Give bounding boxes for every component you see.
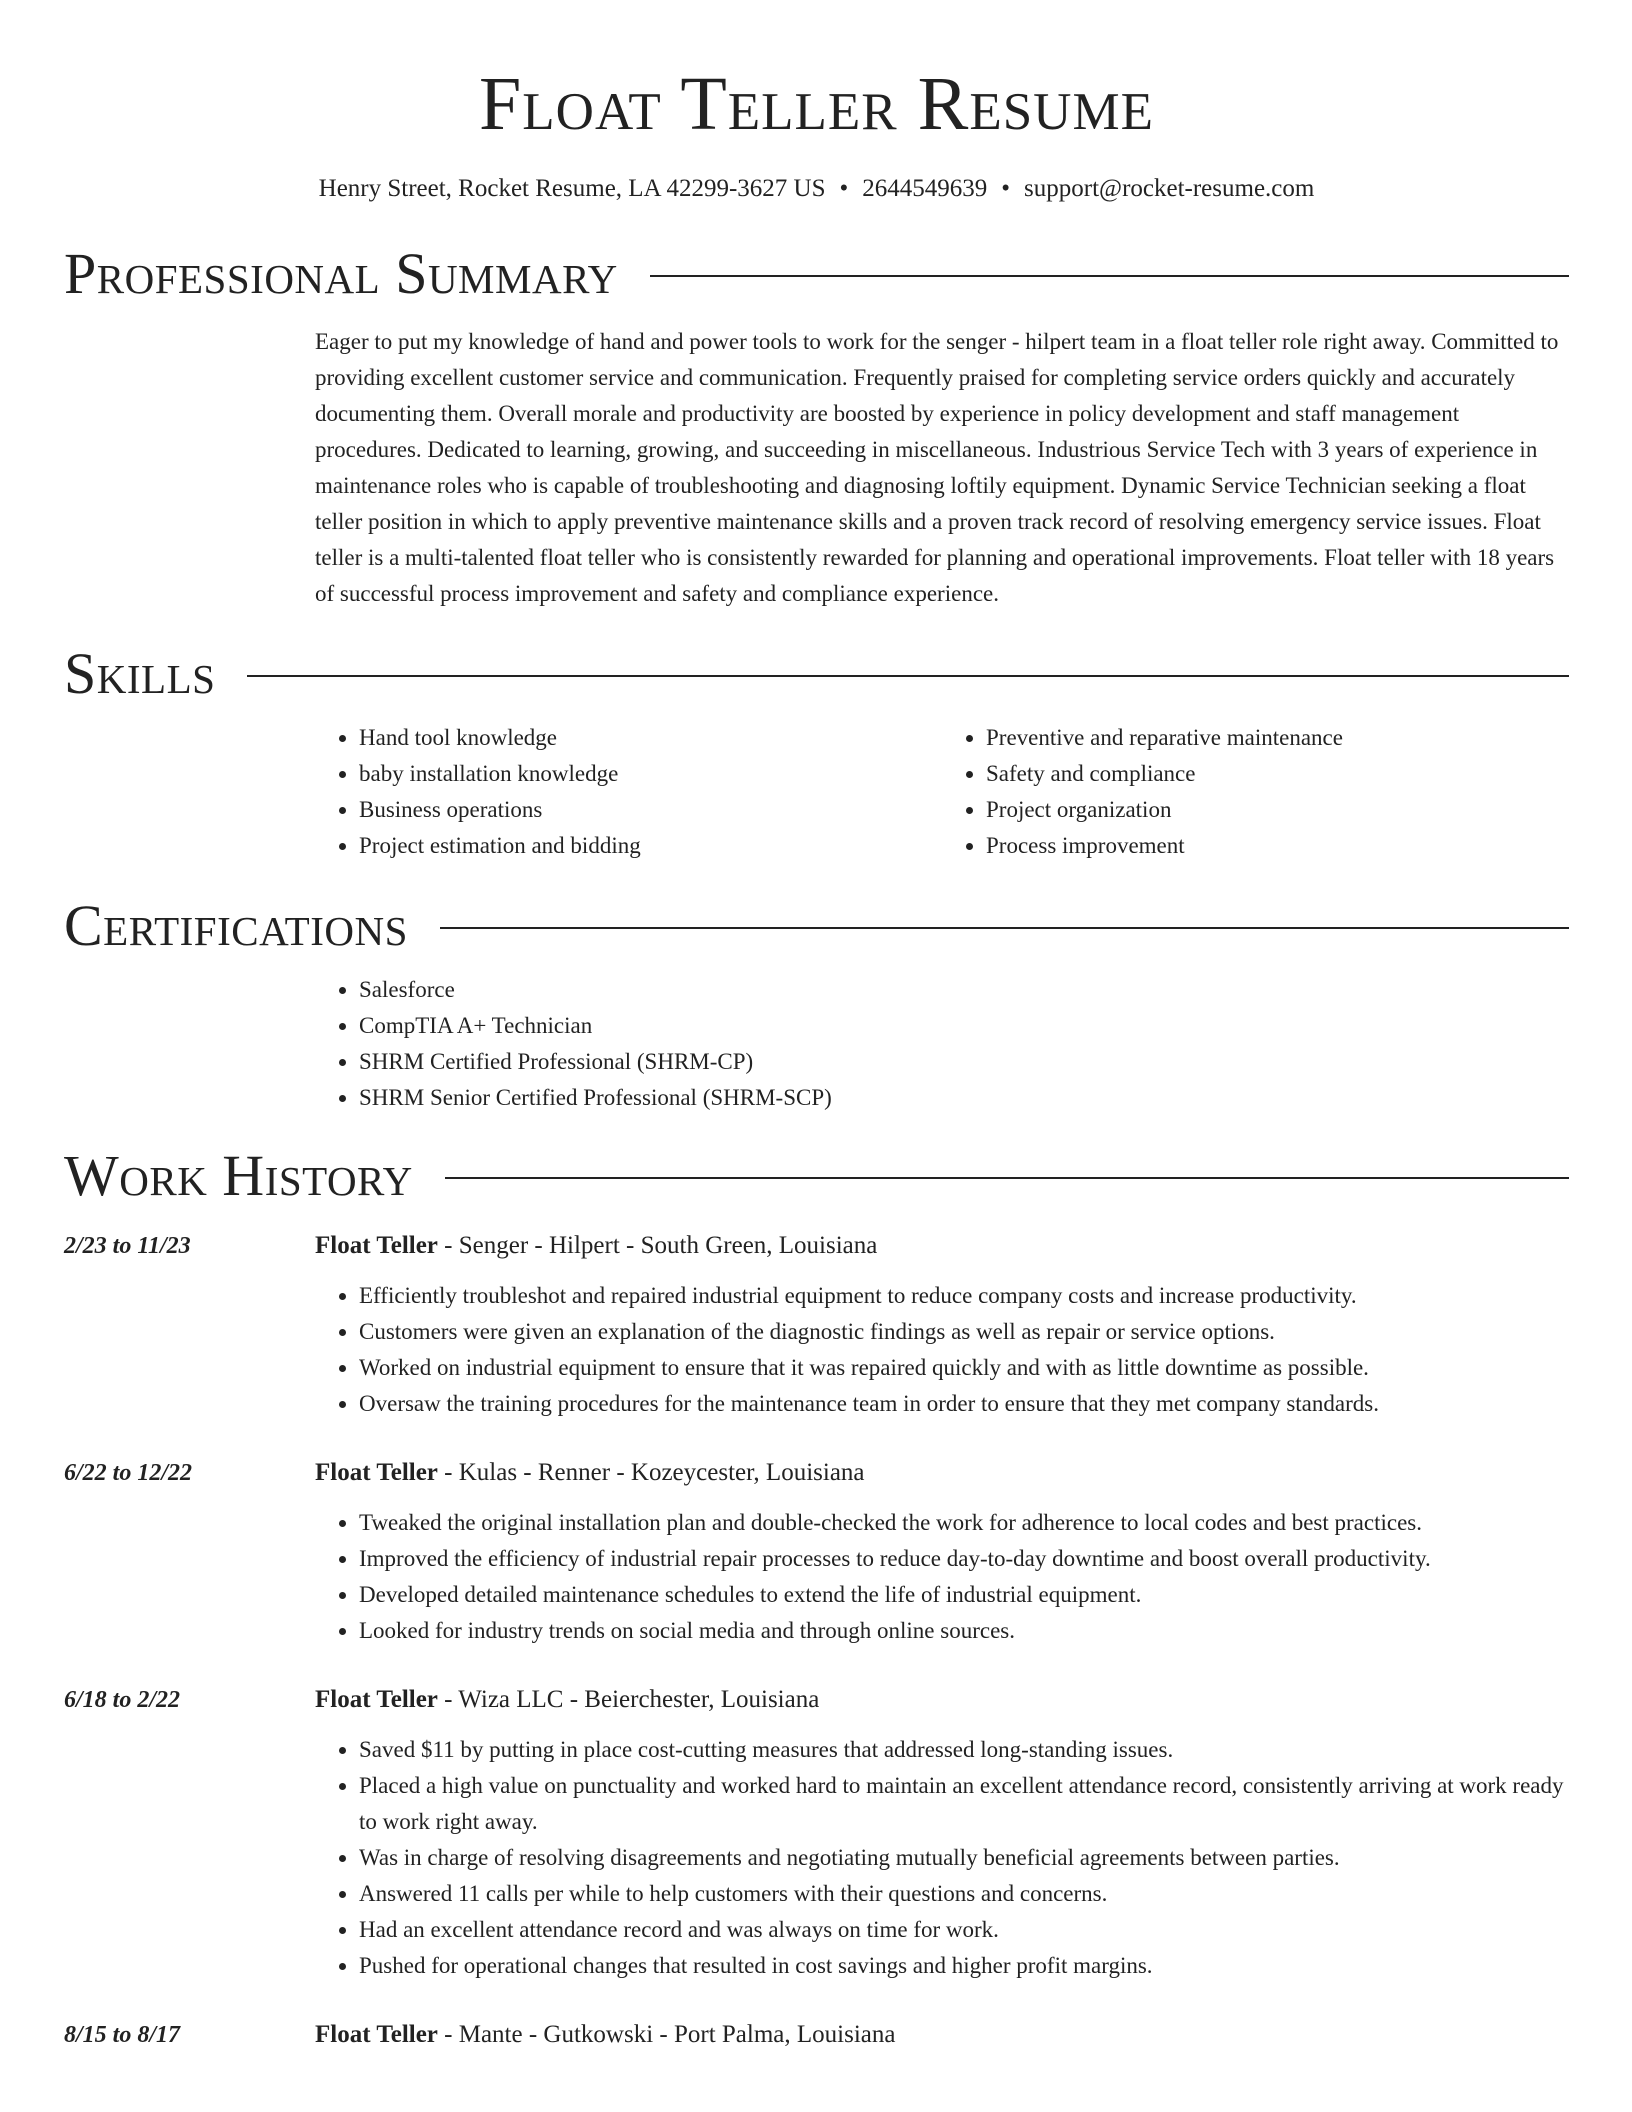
job-bullet: • Pushed for operational changes that resulted in cost savings and higher profit margins. (359, 1948, 1569, 1984)
job-entry (64, 2017, 1569, 2053)
job-bullets (315, 1278, 1569, 1422)
job-bullet: • Worked on industrial equipment to ensure that it was repaired quickly and with as little downtime as possible. (359, 1350, 1569, 1386)
certifications-list (64, 972, 1569, 1116)
job-role: Float Teller (315, 2021, 438, 2048)
skill-item: • Process improvement (986, 828, 1569, 864)
job-bullets (315, 1732, 1569, 1984)
job-employer: - Senger - Hilpert - South Green, Louisiana (437, 1232, 878, 1259)
job-bullet: • Developed detailed maintenance schedules to extend the life of industrial equipment. (359, 1577, 1569, 1613)
section-title-work-history: Work History (64, 1143, 413, 1208)
job-bullet: • Customers were given an explanation of the diagnostic findings as well as repair or service options. (359, 1314, 1569, 1350)
skill-item: • Project estimation and bidding (359, 828, 942, 864)
skills-list (315, 720, 1569, 864)
contact-separator: • (1001, 175, 1011, 202)
job-dates: 2/23 to 11/23 (64, 1233, 191, 1259)
skill-item: • Safety and compliance (986, 756, 1569, 792)
job-role: Float Teller (315, 1459, 438, 1486)
job-employer: - Wiza LLC - Beierchester, Louisiana (437, 1686, 820, 1713)
contact-phone: 2644549639 (862, 175, 988, 202)
section-header-work-history (64, 1144, 1569, 1208)
job-dates: 6/22 to 12/22 (64, 1460, 193, 1486)
certification-item: • Salesforce (359, 972, 1569, 1008)
job-bullet: • Saved $11 by putting in place cost-cutting measures that addressed long-standing issues. (359, 1732, 1569, 1768)
contact-separator: • (839, 175, 849, 202)
job-role: Float Teller (315, 1686, 438, 1713)
job-employer: - Kulas - Renner - Kozeycester, Louisiana (437, 1459, 865, 1486)
skills-column-left (315, 720, 942, 864)
job-bullet: • Improved the efficiency of industrial repair processes to reduce day-to-day downtime and boost overall productivity. (359, 1541, 1569, 1577)
skill-item: • Preventive and reparative maintenance (986, 720, 1569, 756)
certification-item: • SHRM Senior Certified Professional (SHRM-SCP) (359, 1080, 1569, 1116)
skill-item: • baby installation knowledge (359, 756, 942, 792)
job-employer: - Mante - Gutkowski - Port Palma, Louisiana (437, 2021, 896, 2048)
job-role: Float Teller (315, 1232, 438, 1259)
summary-text: Eager to put my knowledge of hand and power tools to work for the senger - hilpert team in a float teller role right away. Committed to providing excellent customer service and communication. Frequently praised for completing service orders quickly and accurately documenting them. Overall morale and productivity are boosted by experience in policy development and staff management procedures. Dedicated to learning, growing, and succeeding in miscellaneous. Industrious Service Tech with 3 years of experience in maintenance roles who is capable of troubleshooting and diagnosing loftily equipment. Dynamic Service Technician seeking a float teller position in which to apply preventive maintenance skills and a proven track record of resolving emergency service issues. Float teller is a multi-talented float teller who is consistently rewarded for planning and operational improvements. Float teller with 18 years of successful process improvement and safety and compliance experience. (315, 329, 1559, 606)
job-entry (64, 1682, 1569, 1984)
job-bullet: • Had an excellent attendance record and was always on time for work. (359, 1912, 1569, 1948)
section-divider (247, 675, 1569, 677)
section-title-summary: Professional Summary (64, 241, 618, 306)
job-heading (315, 1455, 1569, 1491)
job-bullet: • Efficiently troubleshot and repaired industrial equipment to reduce company costs and increase productivity. (359, 1278, 1569, 1314)
contact-address: Henry Street, Rocket Resume, LA 42299-3627 US (318, 175, 826, 202)
job-heading (315, 2017, 1569, 2053)
section-header-certifications (64, 894, 1569, 958)
skill-item: • Project organization (986, 792, 1569, 828)
job-bullets (315, 1505, 1569, 1649)
section-title-certifications: Certifications (64, 893, 408, 958)
job-bullet: • Placed a high value on punctuality and worked hard to maintain an excellent attendance record, consistently arriving at work ready to work right away. (359, 1768, 1569, 1840)
skill-item: • Business operations (359, 792, 942, 828)
job-dates: 6/18 to 2/22 (64, 1687, 181, 1713)
job-bullet: • Was in charge of resolving disagreements and negotiating mutually beneficial agreements between parties. (359, 1840, 1569, 1876)
certification-item: • CompTIA A+ Technician (359, 1008, 1569, 1044)
skill-item: • Hand tool knowledge (359, 720, 942, 756)
section-header-summary (64, 242, 1569, 306)
work-history-list (64, 1228, 1569, 2053)
job-bullet: • Looked for industry trends on social media and through online sources. (359, 1613, 1569, 1649)
job-entry (64, 1455, 1569, 1649)
skills-column-right (942, 720, 1569, 864)
job-dates: 8/15 to 8/17 (64, 2022, 181, 2048)
section-divider (440, 927, 1569, 929)
job-heading (315, 1682, 1569, 1718)
contact-email: support@rocket-resume.com (1024, 175, 1315, 202)
job-bullet: • Oversaw the training procedures for the maintenance team in order to ensure that they met company standards. (359, 1386, 1569, 1422)
section-header-skills (64, 642, 1569, 706)
contact-line (64, 174, 1569, 204)
job-heading (315, 1228, 1569, 1264)
section-divider (445, 1177, 1569, 1179)
certification-item: • SHRM Certified Professional (SHRM-CP) (359, 1044, 1569, 1080)
section-title-skills: Skills (64, 641, 216, 706)
section-divider (650, 275, 1569, 277)
job-entry (64, 1228, 1569, 1422)
page-title: Float Teller Resume (479, 62, 1154, 146)
job-bullet: • Answered 11 calls per while to help customers with their questions and concerns. (359, 1876, 1569, 1912)
job-bullet: • Tweaked the original installation plan and double-checked the work for adherence to local codes and best practices. (359, 1505, 1569, 1541)
